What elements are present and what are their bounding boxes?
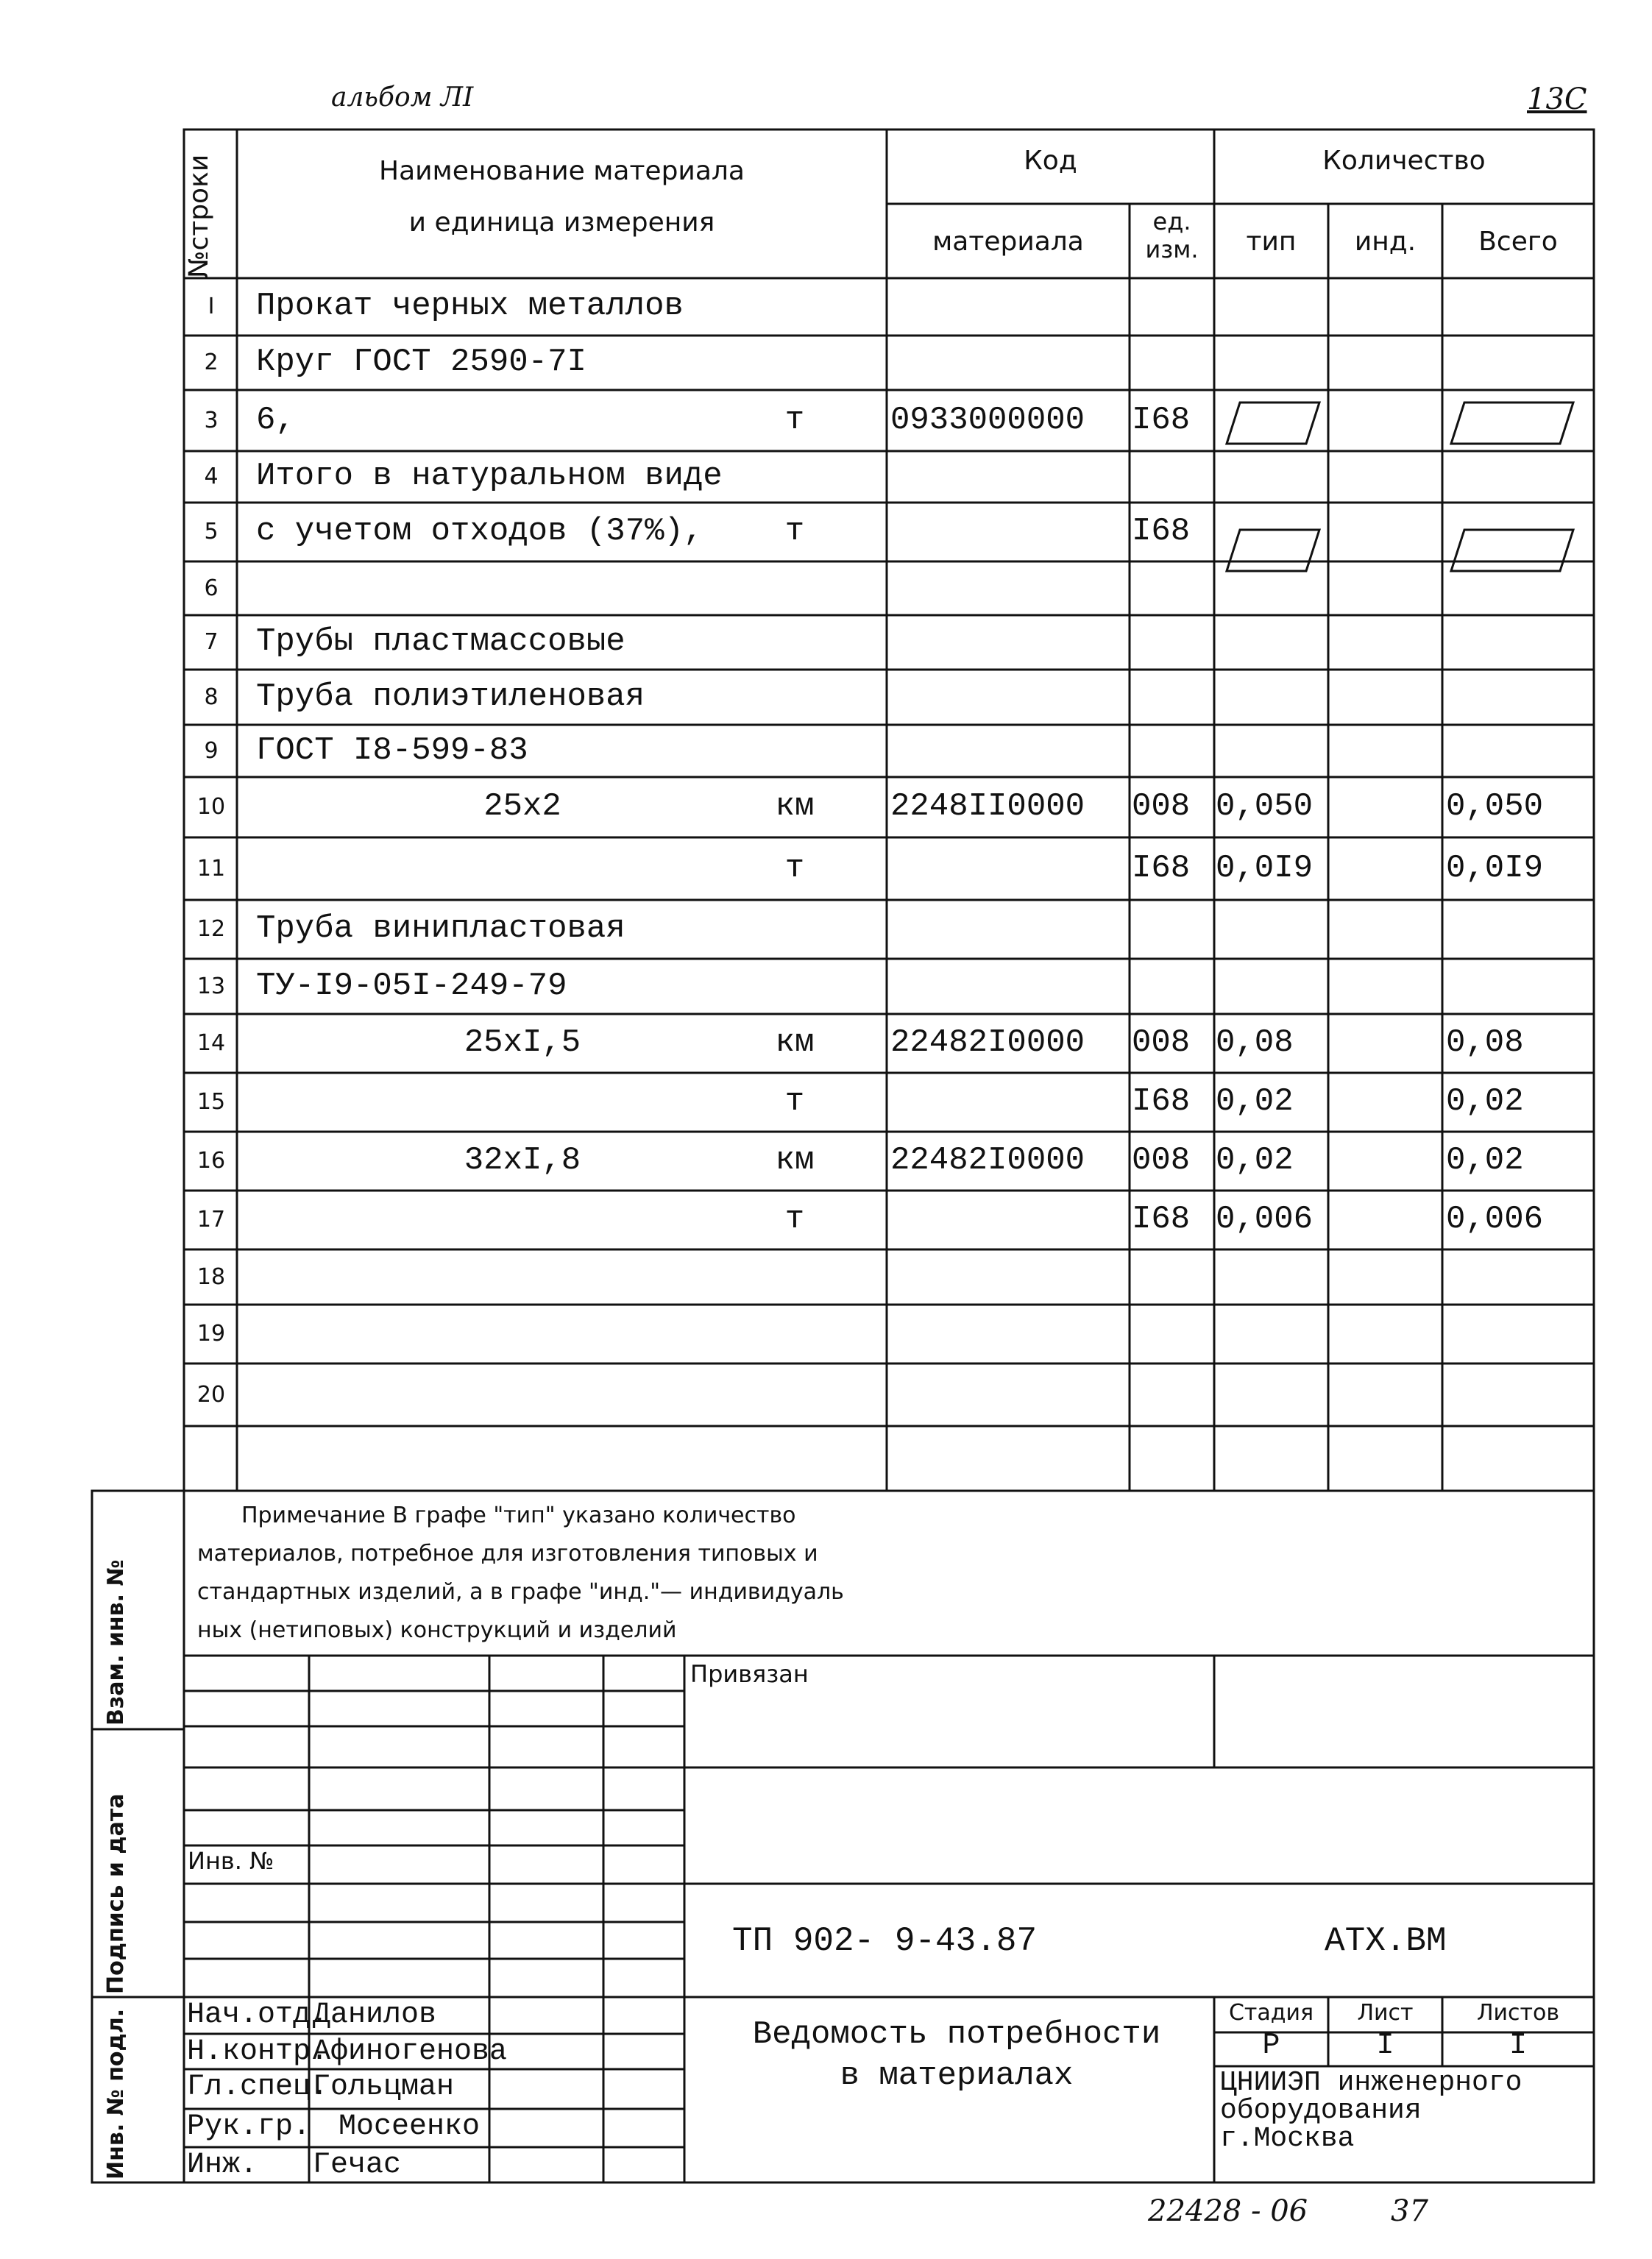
quantity-typ: 0,02 bbox=[1216, 1142, 1294, 1179]
footer-number: 37 bbox=[1391, 2194, 1428, 2228]
document-title-line2: в материалах bbox=[840, 2057, 1074, 2094]
signatory-name: Афиногенова bbox=[313, 2035, 508, 2068]
note-text: Примечание В графе "тип" указано количество материалов, потребное для изготовления типовых и стандартных изделий, а в графе "инд."— индивидуаль ных (нетиповых) конструкций и изделий bbox=[197, 1503, 844, 1643]
row-number: 3 bbox=[204, 407, 219, 433]
ind-header: инд. bbox=[1354, 227, 1417, 257]
name-header-line2: и единица измерения bbox=[408, 208, 715, 238]
material-unit: т bbox=[784, 513, 805, 550]
row-number: 5 bbox=[204, 519, 219, 545]
quantity-typ: 0,02 bbox=[1216, 1083, 1294, 1120]
quantity-total: 0,02 bbox=[1446, 1083, 1524, 1120]
row-number-header: №строки bbox=[184, 154, 214, 278]
material-unit: км bbox=[775, 1142, 815, 1179]
privyazan-label: Привязан bbox=[690, 1660, 809, 1688]
signatory-role: Нач.отд. bbox=[187, 1999, 329, 2032]
row-number: 4 bbox=[204, 464, 219, 489]
unit-header-line2: изм. bbox=[1145, 235, 1199, 263]
quantity-total: 0,02 bbox=[1446, 1142, 1524, 1179]
row-number: 15 bbox=[196, 1089, 226, 1115]
stage-value: Р bbox=[1262, 2029, 1280, 2063]
blank-value-mark bbox=[1442, 401, 1575, 445]
material-name: ТУ-I9-05I-249-79 bbox=[256, 967, 567, 1004]
material-name: 25хI,5 bbox=[464, 1024, 581, 1061]
signatory-name: Данилов bbox=[313, 1999, 437, 2032]
material-name: Прокат черных металлов bbox=[256, 288, 684, 325]
row-number: 9 bbox=[204, 737, 219, 764]
inv-no-label: Инв. № bbox=[188, 1847, 274, 1875]
unit-code: 008 bbox=[1132, 1142, 1191, 1179]
quantity-typ: 0,006 bbox=[1216, 1201, 1314, 1238]
material-unit: км bbox=[775, 788, 815, 825]
material-code: 22482I0000 bbox=[890, 1142, 1085, 1179]
material-name: Трубы пластмассовые bbox=[256, 623, 625, 660]
material-unit: т bbox=[784, 401, 805, 439]
page-number: 13С bbox=[1527, 82, 1587, 116]
material-name: 25х2 bbox=[483, 788, 561, 825]
unit-code: 008 bbox=[1132, 1024, 1191, 1061]
row-number: 17 bbox=[196, 1207, 226, 1233]
signatory-role: Н.контр. bbox=[187, 2035, 329, 2068]
material-unit: т bbox=[784, 849, 805, 887]
total-header: Всего bbox=[1478, 227, 1558, 257]
material-code: 22482I0000 bbox=[890, 1024, 1085, 1061]
quantity-typ: 0,08 bbox=[1216, 1024, 1294, 1061]
material-name: Итого в натуральном виде bbox=[256, 458, 723, 494]
quantity-total: 0,08 bbox=[1446, 1024, 1524, 1061]
row-number: 18 bbox=[196, 1263, 226, 1290]
unit-code: I68 bbox=[1132, 1201, 1191, 1238]
unit-code: I68 bbox=[1132, 401, 1191, 439]
material-code-header: материала bbox=[932, 227, 1084, 257]
quantity-total: 0,050 bbox=[1446, 788, 1544, 825]
sheet-value: I bbox=[1376, 2029, 1394, 2063]
row-number: 10 bbox=[196, 794, 226, 820]
row-number: 14 bbox=[196, 1030, 226, 1056]
signatory-name: Гольцман bbox=[313, 2071, 455, 2104]
sheet-label: Лист bbox=[1357, 2000, 1414, 2026]
inv-podl-label: Инв. № подл. bbox=[103, 2008, 129, 2180]
material-unit: т bbox=[784, 1083, 805, 1120]
blank-value-mark bbox=[1218, 401, 1321, 445]
album-label: альбом ЛI bbox=[331, 82, 474, 113]
material-name: 32хI,8 bbox=[464, 1142, 581, 1179]
row-number: 20 bbox=[196, 1381, 226, 1408]
material-unit: км bbox=[775, 1024, 815, 1061]
unit-header-line1: ед. bbox=[1152, 208, 1191, 235]
row-number: 7 bbox=[204, 629, 219, 655]
signatory-role: Рук.гр. bbox=[187, 2110, 311, 2143]
quantity-total: 0,006 bbox=[1446, 1201, 1544, 1238]
blank-value-mark bbox=[1442, 528, 1575, 572]
organization: ЦНИИЭП инженерного оборудования г.Москва bbox=[1220, 2067, 1522, 2155]
signatory-name: Гечас bbox=[313, 2149, 402, 2182]
material-code: 0933000000 bbox=[890, 401, 1085, 439]
row-number: I bbox=[208, 294, 215, 319]
row-number: 2 bbox=[204, 350, 219, 375]
sheets-value: I bbox=[1509, 2029, 1527, 2063]
footer-code: 22428 - 06 bbox=[1148, 2194, 1308, 2228]
quantity-typ: 0,050 bbox=[1216, 788, 1314, 825]
row-number: 19 bbox=[196, 1321, 226, 1347]
code-header: Код bbox=[1024, 146, 1077, 176]
quantity-header: Количество bbox=[1322, 146, 1486, 176]
row-number: 8 bbox=[204, 684, 219, 710]
row-number: 13 bbox=[196, 973, 226, 999]
podpis-data-label: Подпись и дата bbox=[103, 1793, 129, 1994]
material-name: с учетом отходов (37%), bbox=[256, 513, 703, 550]
material-unit: т bbox=[784, 1201, 805, 1238]
material-name: Труба винипластовая bbox=[256, 910, 625, 947]
sheets-label: Листов bbox=[1476, 2000, 1560, 2026]
unit-code: I68 bbox=[1132, 1083, 1191, 1120]
unit-code: I68 bbox=[1132, 513, 1191, 550]
row-number: 12 bbox=[196, 916, 226, 942]
material-code: 2248II0000 bbox=[890, 788, 1085, 825]
unit-code: I68 bbox=[1132, 849, 1191, 887]
row-number: 16 bbox=[196, 1148, 226, 1174]
stage-label: Стадия bbox=[1228, 2000, 1314, 2026]
typ-header: тип bbox=[1246, 227, 1297, 257]
row-number: 6 bbox=[204, 575, 219, 601]
row-number: 11 bbox=[196, 855, 226, 882]
quantity-typ: 0,0I9 bbox=[1216, 849, 1314, 887]
signatory-role: Инж. bbox=[187, 2149, 258, 2182]
signatory-role: Гл.спец. bbox=[187, 2071, 329, 2104]
unit-code: 008 bbox=[1132, 788, 1191, 825]
document-title-line1: Ведомость потребности bbox=[752, 2016, 1161, 2053]
document-code: ТП 902- 9-43.87 bbox=[732, 1922, 1038, 1960]
material-name: Круг ГОСТ 2590-7I bbox=[256, 344, 586, 380]
blank-value-mark bbox=[1218, 528, 1321, 572]
material-name: Труба полиэтиленовая bbox=[256, 678, 645, 715]
material-name: ГОСТ I8-599-83 bbox=[256, 731, 528, 769]
signatory-name: Мосеенко bbox=[338, 2110, 481, 2143]
quantity-total: 0,0I9 bbox=[1446, 849, 1544, 887]
name-header-line1: Наименование материала bbox=[379, 156, 745, 186]
document-suffix: АТХ.ВМ bbox=[1325, 1922, 1447, 1960]
material-name: 6, bbox=[256, 401, 295, 439]
vzam-inv-label: Взам. инв. № bbox=[103, 1559, 129, 1726]
